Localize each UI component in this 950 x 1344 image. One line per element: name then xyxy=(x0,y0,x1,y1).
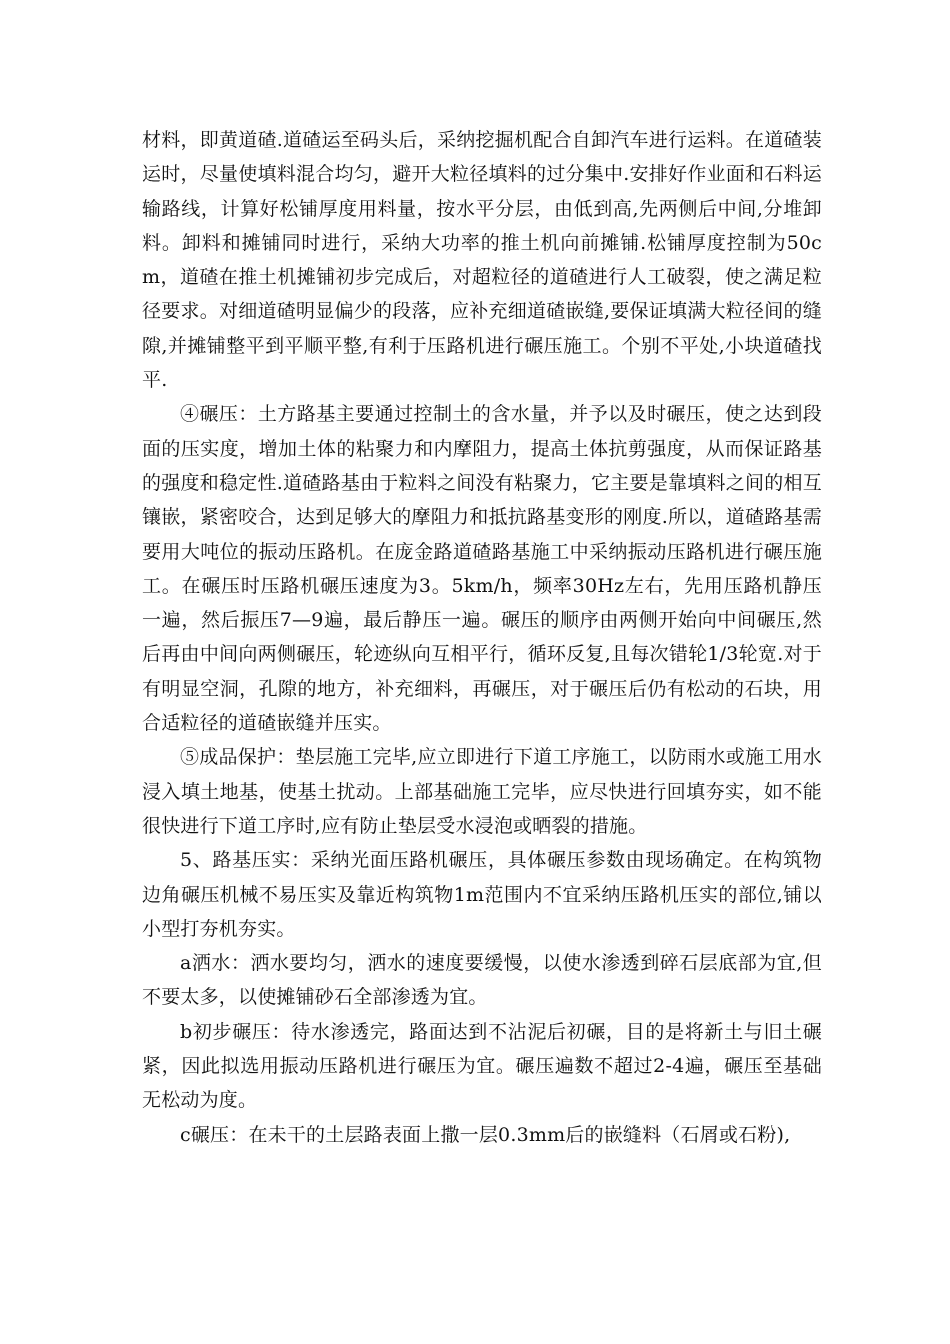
paragraph-3: ⑤成品保护：垫层施工完毕,应立即进行下道工序施工，以防雨水或施工用水浸入填土地基，使基土扰动。上部基础施工完毕，应尽快进行回填夯实，如不能很快进行下道工序时,应有防止垫层受水浸泡或晒裂的措施。 xyxy=(142,746,822,837)
paragraph-1: 材料，即黄道碴.道碴运至码头后，采纳挖掘机配合自卸汽车进行运料。在道碴装运时，尽量使填料混合均匀，避开大粒径填料的过分集中.安排好作业面和石料运输路线，计算好松铺厚度用料量，按水平分层，由低到高,先两侧后中间,分堆卸料。卸料和摊铺同时进行，采纳大功率的推土机向前摊铺.松铺厚度控制为50cm，道碴在推土机摊铺初步完成后，对超粒径的道碴进行人工破裂，使之满足粒径要求。对细道碴明显偏少的段落，应补充细道碴嵌缝,要保证填满大粒径间的缝隙,并摊铺整平到平顺平整,有利于压路机进行碾压施工。个别不平处,小块道碴找平. xyxy=(142,129,822,392)
paragraph-2: ④碾压：土方路基主要通过控制土的含水量，并予以及时碾压，使之达到段面的压实度，增加土体的粘聚力和内摩阻力，提高土体抗剪强度，从而保证路基的强度和稳定性.道碴路基由于粒料之间没有粘聚力，它主要是靠填料之间的相互镶嵌，紧密咬合，达到足够大的摩阻力和抵抗路基变形的刚度.所以，道碴路基需要用大吨位的振动压路机。在庞金路道碴路基施工中采纳振动压路机进行碾压施工。在碾压时压路机碾压速度为3。5km/h，频率30Hz左右，先用压路机静压一遍，然后振压7—9遍，最后静压一遍。碾压的顺序由两侧开始向中间碾压,然后再由中间向两侧碾压，轮迹纵向互相平行，循环反复,且每次错轮1/3轮宽.对于有明显空洞，孔隙的地方，补充细料，再碾压，对于碾压后仍有松动的石块，用合适粒径的道碴嵌缝并压实。 xyxy=(142,403,822,735)
paragraph-6: b初步碾压：待水渗透完，路面达到不沾泥后初碾，目的是将新土与旧土碾紧，因此拟选用振动压路机进行碾压为宜。碾压遍数不超过2-4遍，碾压至基础无松动为度。 xyxy=(142,1020,822,1112)
paragraph-7: c碾压：在未干的土层路表面上撒一层0.3mm后的嵌缝料（石屑或石粉), xyxy=(180,1123,791,1146)
document-body xyxy=(142,123,822,1152)
paragraph-4: 5、路基压实：采纳光面压路机碾压，具体碾压参数由现场确定。在构筑物边角碾压机械不易压实及靠近构筑物1m范围内不宜采纳压路机压实的部位,铺以小型打夯机夯实。 xyxy=(142,849,822,940)
paragraph-5: a洒水：洒水要均匀，洒水的速度要缓慢，以使水渗透到碎石层底部为宜,但不要太多，以使摊铺砂石全部渗透为宜。 xyxy=(142,952,822,1009)
